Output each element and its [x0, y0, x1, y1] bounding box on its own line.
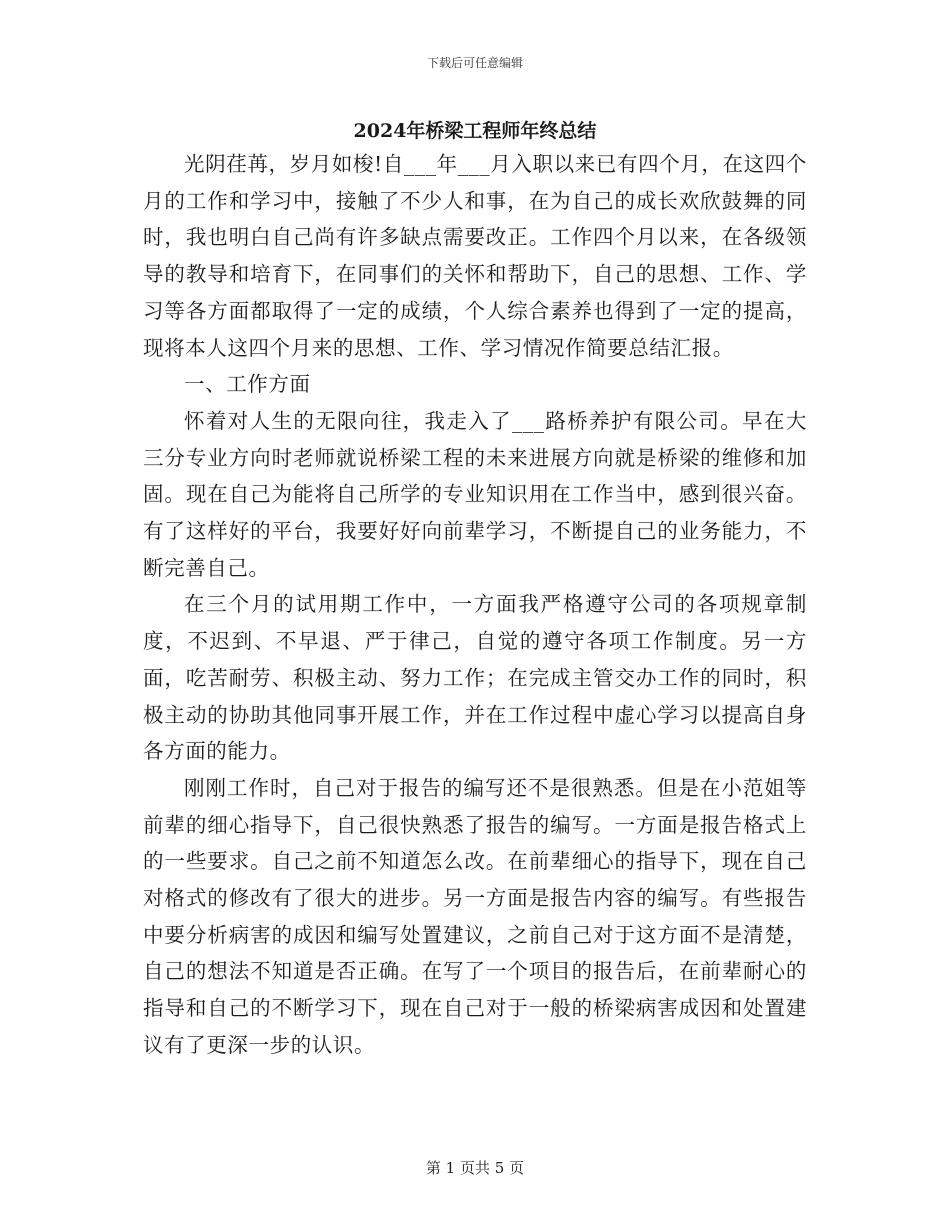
paragraph-probation: 在三个月的试用期工作中，一方面我严格遵守公司的各项规章制度，不迟到、不早退、严于律己，自觉的遵守各项工作制度。另一方面，吃苦耐劳、积极主动、努力工作；在完成主管交办工作的同时，积极主动的协助其他同事开展工作，并在工作过程中虚心学习以提高自身各方面的能力。: [143, 592, 807, 764]
page-number: 第 1 页共 5 页: [425, 1159, 525, 1177]
document-body: [143, 146, 807, 1064]
paragraph-reports: 刚刚工作时，自己对于报告的编写还不是很熟悉。但是在小范姐等前辈的细心指导下，自己很快熟悉了报告的编写。一方面是报告格式上的一些要求。自己之前不知道怎么改。在前辈细心的指导下，现在自己对格式的修改有了很大的进步。另一方面是报告内容的编写。有些报告中要分析病害的成因和编写处置建议，之前自己对于这方面不是清楚，自己的想法不知道是否正确。在写了一个项目的报告后，在前辈耐心的指导和自己的不断学习下，现在自己对于一般的桥梁病害成因和处置建议有了更深一步的认识。: [143, 775, 807, 1057]
document-title: 2024年桥梁工程师年终总结: [353, 120, 597, 142]
paragraph-intro: 光阴荏苒，岁月如梭!自___年___月入职以来已有四个月，在这四个月的工作和学习中，接触了不少人和事，在为自己的成长欢欣鼓舞的同时，我也明白自己尚有许多缺点需要改正。工作四个月以来，在各级领导的教导和培育下，在同事们的关怀和帮助下，自己的思想、工作、学习等各方面都取得了一定的成绩，个人综合素养也得到了一定的提高，现将本人这四个月来的思想、工作、学习情况作简要总结汇报。: [143, 152, 807, 360]
section-heading-work: 一、工作方面: [184, 372, 311, 397]
paragraph-company: 怀着对人生的无限向往，我走入了___路桥养护有限公司。早在大三分专业方向时老师就说桥梁工程的未来进展方向就是桥梁的维修和加固。现在自己为能将自己所学的专业知识用在工作当中，感到很兴奋。有了这样好的平台，我要好好向前辈学习，不断提自己的业务能力，不断完善自己。: [143, 408, 807, 580]
page-header-note: 下载后可任意编辑: [426, 56, 523, 70]
